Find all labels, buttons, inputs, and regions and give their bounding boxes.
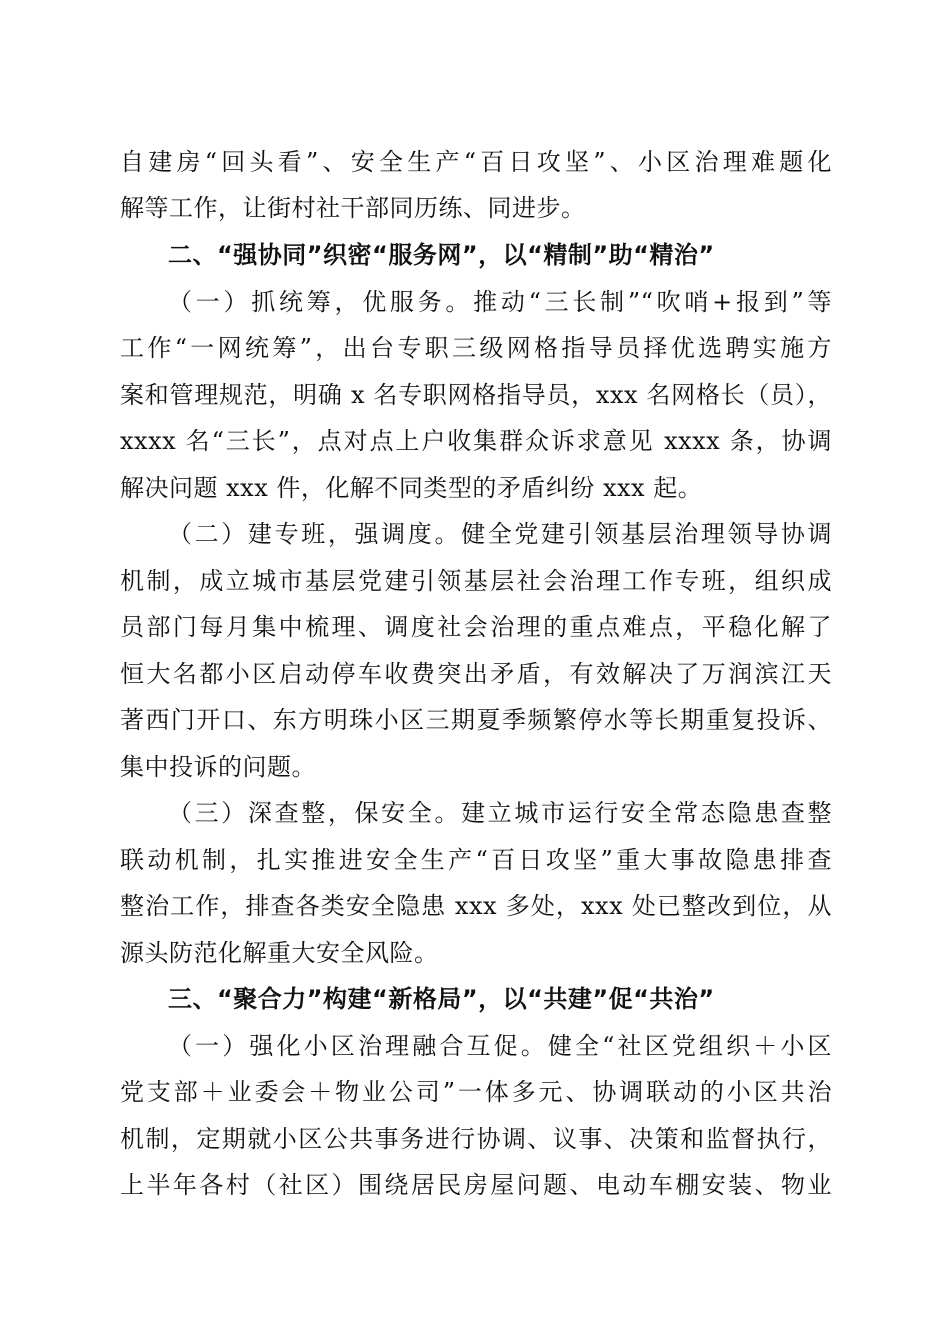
paragraph-first-line xyxy=(168,514,832,554)
paragraph-line: 整治工作，排查各类安全隐患 xxx 多处，xxx 处已整改到位，从 xyxy=(120,892,832,920)
subsection-title: （一）抓统筹，优服务。 xyxy=(168,288,474,316)
subsection-title: （一）强化小区治理融合互促。 xyxy=(168,1032,548,1060)
paragraph-line: 著西门开口、东方明珠小区三期夏季频繁停水等长期重复投诉、 xyxy=(120,706,832,734)
subsection-title: （二）建专班，强调度。 xyxy=(168,520,462,548)
paragraph-first-line xyxy=(168,282,832,322)
paragraph-line: 案和管理规范，明确 x 名专职网格指导员，xxx 名网格长（员）， xyxy=(120,381,832,409)
paragraph-line: 工作“一网统筹”，出台专职三级网格指导员择优选聘实施方 xyxy=(120,334,832,362)
paragraph-text: 建立城市运行安全常态隐患查整 xyxy=(461,799,832,827)
section-heading-3: 三、“聚合力”构建“新格局”，以“共建”促“共治” xyxy=(168,985,715,1013)
paragraph-line: 解等工作，让街村社干部同历练、同进步。 xyxy=(120,194,586,222)
paragraph-line: 集中投诉的问题。 xyxy=(120,753,316,781)
paragraph-line: 解决问题 xxx 件，化解不同类型的矛盾纠纷 xxx 起。 xyxy=(120,474,703,502)
paragraph-line: 上半年各村（社区）围绕居民房屋问题、电动车棚安装、物业 xyxy=(120,1171,832,1199)
paragraph-line: 机制，成立城市基层党建引领基层社会治理工作专班，组织成 xyxy=(120,567,832,595)
paragraph-line: 机制，定期就小区公共事务进行协调、议事、决策和监督执行， xyxy=(120,1125,832,1153)
paragraph-line: 员部门每月集中梳理、调度社会治理的重点难点，平稳化解了 xyxy=(120,613,832,641)
paragraph-text: 健全“社区党组织＋小区 xyxy=(547,1032,832,1060)
paragraph-line: 源头防范化解重大安全风险。 xyxy=(120,939,439,967)
paragraph-line: 联动机制，扎实推进安全生产“百日攻坚”重大事故隐患排查 xyxy=(120,846,832,874)
subsection-title: （三）深查整，保安全。 xyxy=(168,799,462,827)
paragraph-text: 健全党建引领基层治理领导协调 xyxy=(461,520,832,548)
paragraph-text: 推动“三长制”“吹哨+报到”等 xyxy=(473,288,832,316)
paragraph-line: xxxx 名“三长”，点对点上户收集群众诉求意见 xxxx 条，协调 xyxy=(120,427,832,455)
paragraph-first-line xyxy=(168,1026,832,1066)
paragraph-first-line xyxy=(168,793,832,833)
section-heading-2: 二、“强协同”织密“服务网”，以“精制”助“精治” xyxy=(168,241,715,269)
paragraph-line: 自建房“回头看”、安全生产“百日攻坚”、小区治理难题化 xyxy=(120,148,832,176)
paragraph-line: 恒大名都小区启动停车收费突出矛盾，有效解决了万润滨江天 xyxy=(120,660,832,688)
paragraph-line: 党支部＋业委会＋物业公司”一体多元、协调联动的小区共治 xyxy=(120,1078,832,1106)
